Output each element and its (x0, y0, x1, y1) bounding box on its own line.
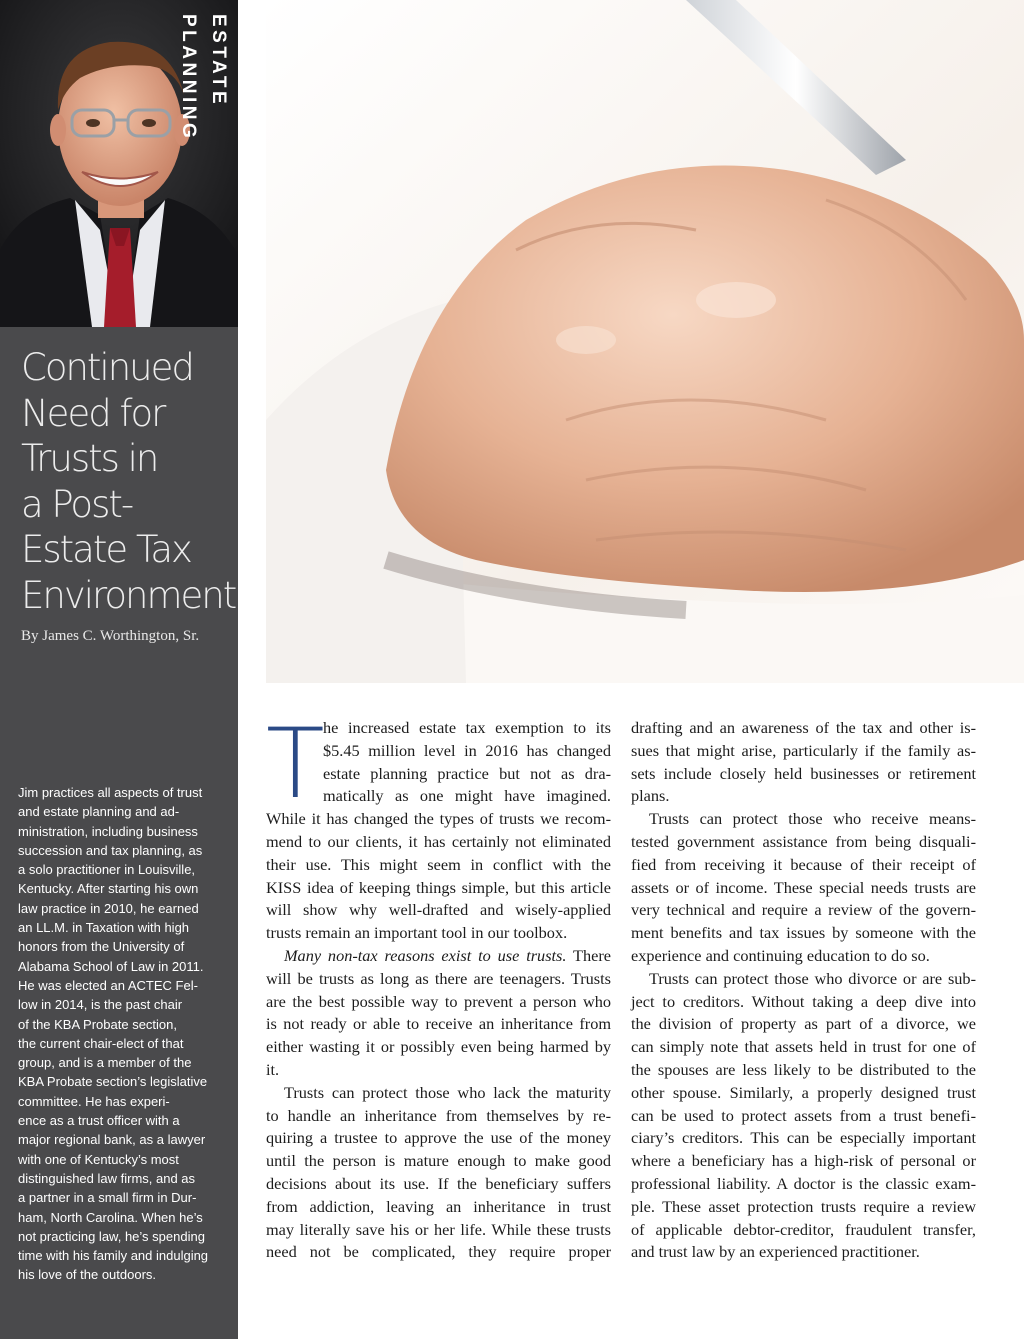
bio-line: He was elected an ACTEC Fel- (18, 977, 198, 993)
text-line: assets or of income. These special needs trusts are (631, 877, 976, 897)
paragraph (266, 1082, 611, 1264)
text-line: will show why well-drafted and wisely-applied (266, 900, 611, 920)
paragraph (631, 968, 976, 1264)
text-line: drafting and an awareness of the tax and other is- (631, 718, 976, 737)
sidebar (0, 0, 238, 1339)
text-line: $5.45 million level in 2016 has changed (323, 740, 611, 760)
text-line: ple. These asset protection trusts require a review (631, 1196, 976, 1216)
text-line: sues that might arise, particularly if the family as- (631, 740, 976, 760)
text-line: tested government assistance from being disquali- (631, 831, 976, 851)
bio-line: law practice in 2010, he earned (18, 900, 199, 916)
bio-line: not practicing law, he’s spending (18, 1228, 205, 1244)
paragraph (266, 945, 611, 1082)
text-line: mend to our clients, it has certainly not eliminated (266, 831, 611, 851)
text-line: plans. (631, 786, 670, 806)
bio-line: of the KBA Probate section, (18, 1016, 177, 1032)
bio-line: honors from the University of (18, 939, 185, 955)
bio-line: the current chair-elect of that (18, 1035, 184, 1051)
title-line: Continued (21, 346, 193, 389)
text-line: need not be complicated, they require proper (266, 1242, 611, 1262)
bio-line: ham, North Carolina. When he’s (18, 1209, 203, 1225)
text-line: will be trusts as long as there are teenagers. Trusts (266, 968, 611, 988)
title-line: Trusts in (21, 437, 158, 480)
bio-line: KBA Probate section’s legislative (18, 1074, 208, 1090)
text-fragment: There (566, 945, 611, 965)
bio-line: ence as a trust officer with a (18, 1113, 180, 1129)
bio-line: Alabama School of Law in 2011. (18, 958, 204, 974)
text-line: quiring a trustee to approve the use of the money (266, 1128, 611, 1148)
hero-image (266, 0, 1024, 683)
text-line: it. (266, 1059, 280, 1079)
text-line: the spouses are less likely to be distributed to the (631, 1059, 976, 1079)
text-line: the division of property as part of a divorce, we (631, 1014, 976, 1034)
bio-line: a solo practitioner in Louisville, (18, 862, 196, 878)
byline: By James C. Worthington, Sr. (21, 628, 200, 644)
hand-writing-illustration (266, 0, 1024, 683)
text-line: Trusts can protect those who divorce or are sub- (649, 968, 976, 988)
text-line: is not ready or able to receive an inheritance from (266, 1014, 611, 1034)
italic-phrase: Many non-tax reasons exist to use trusts. (284, 945, 567, 965)
bio-line: Jim practices all aspects of trust (18, 785, 203, 800)
bio-line: distinguished law firms, and as (18, 1170, 196, 1186)
text-line: very technical and require a review of the govern- (631, 900, 976, 920)
paragraph (631, 717, 976, 808)
bio-line: ministration, including business (18, 823, 198, 839)
bio-line: a partner in a small firm in Dur- (18, 1190, 197, 1206)
text-line: matically as one might have imagined. (323, 786, 611, 806)
text-line: other spouse. Similarly, a properly designed trust (631, 1082, 976, 1102)
title-line: a Post- (21, 482, 133, 526)
article-title (21, 345, 236, 618)
text-line: either wasting it or possibly even being harmed by (266, 1037, 611, 1057)
text-line: can simply note that assets held in trust for one of (631, 1037, 976, 1057)
author-portrait (0, 0, 238, 327)
text-line: ciary’s creditors. This can be especially important (631, 1128, 976, 1148)
text-line: where a beneficiary has a high-risk of personal or (631, 1151, 976, 1171)
text-line: and trust law by an experienced practitioner. (631, 1242, 920, 1262)
text-line: may literally save his or her life. While these trusts (266, 1219, 611, 1239)
bio-line: Kentucky. After starting his own (18, 881, 199, 897)
text-line: ject to creditors. Without taking a deep dive into (631, 991, 976, 1011)
bio-line: his love of the outdoors. (18, 1267, 157, 1283)
text-line: ment benefits and tax issues by someone with the (631, 923, 976, 943)
text-line: Trusts can protect those who receive means- (649, 809, 976, 829)
bio-line: low in 2014, is the past chair (18, 997, 183, 1013)
text-line: to handle an inheritance from themselves by re- (266, 1105, 611, 1125)
text-line: their use. This might seem in conflict with the (266, 854, 611, 874)
text-line: KISS idea of keeping things simple, but this article (266, 877, 611, 897)
text-line: estate planning practice but not as dra- (323, 763, 611, 783)
text-line: While it has changed the types of trusts we recom- (266, 809, 611, 829)
bio-line: committee. He has experi- (18, 1093, 170, 1109)
text-line: decisions about its use. If the beneficiary suffers (266, 1173, 611, 1193)
paragraph (631, 808, 976, 968)
text-line: of applicable debtor-creditor, fraudulent transfer, (631, 1219, 976, 1239)
bio-line: major regional bank, as a lawyer (18, 1132, 206, 1148)
text-line: experience and continuing education to do so. (631, 945, 930, 965)
author-bio (18, 783, 230, 1285)
text-line: sets include closely held businesses or retirement (631, 763, 976, 783)
bio-line: with one of Kentucky’s most (18, 1151, 179, 1167)
text-line: Trusts can protect those who lack the maturity (284, 1082, 611, 1102)
text-line: fied from receiving it because of their receipt of (631, 854, 976, 874)
text-line: until the person is mature enough to make good (266, 1151, 611, 1171)
text-line: from addiction, leaving an inheritance in trust (266, 1196, 611, 1216)
title-line: Environment (21, 573, 236, 617)
title-line: Need for (21, 391, 165, 435)
article-column-right (631, 717, 976, 1264)
text-line: professional liability. A doctor is the classic exam- (631, 1173, 976, 1193)
bio-line: and estate planning and ad- (18, 804, 180, 820)
text-line (266, 945, 611, 968)
paragraph (266, 808, 611, 945)
bio-line: group, and is a member of the (18, 1055, 192, 1071)
section-label: ESTATE PLANNING (178, 14, 229, 142)
bio-line: time with his family and indulging (18, 1248, 209, 1264)
article-column-left (266, 708, 611, 1264)
drop-cap: T (266, 708, 325, 820)
text-line: can be used to protect assets from a trust benefi- (631, 1105, 976, 1125)
title-line: Estate Tax (21, 528, 191, 571)
bio-line: succession and tax planning, as (18, 842, 203, 858)
text-line: are the best possible way to prevent a person who (266, 991, 611, 1011)
text-line: he increased estate tax exemption to its (323, 718, 611, 737)
text-line: trusts remain an important tool in our toolbox. (266, 923, 568, 943)
bio-line: an LL.M. in Taxation with high (18, 920, 190, 936)
